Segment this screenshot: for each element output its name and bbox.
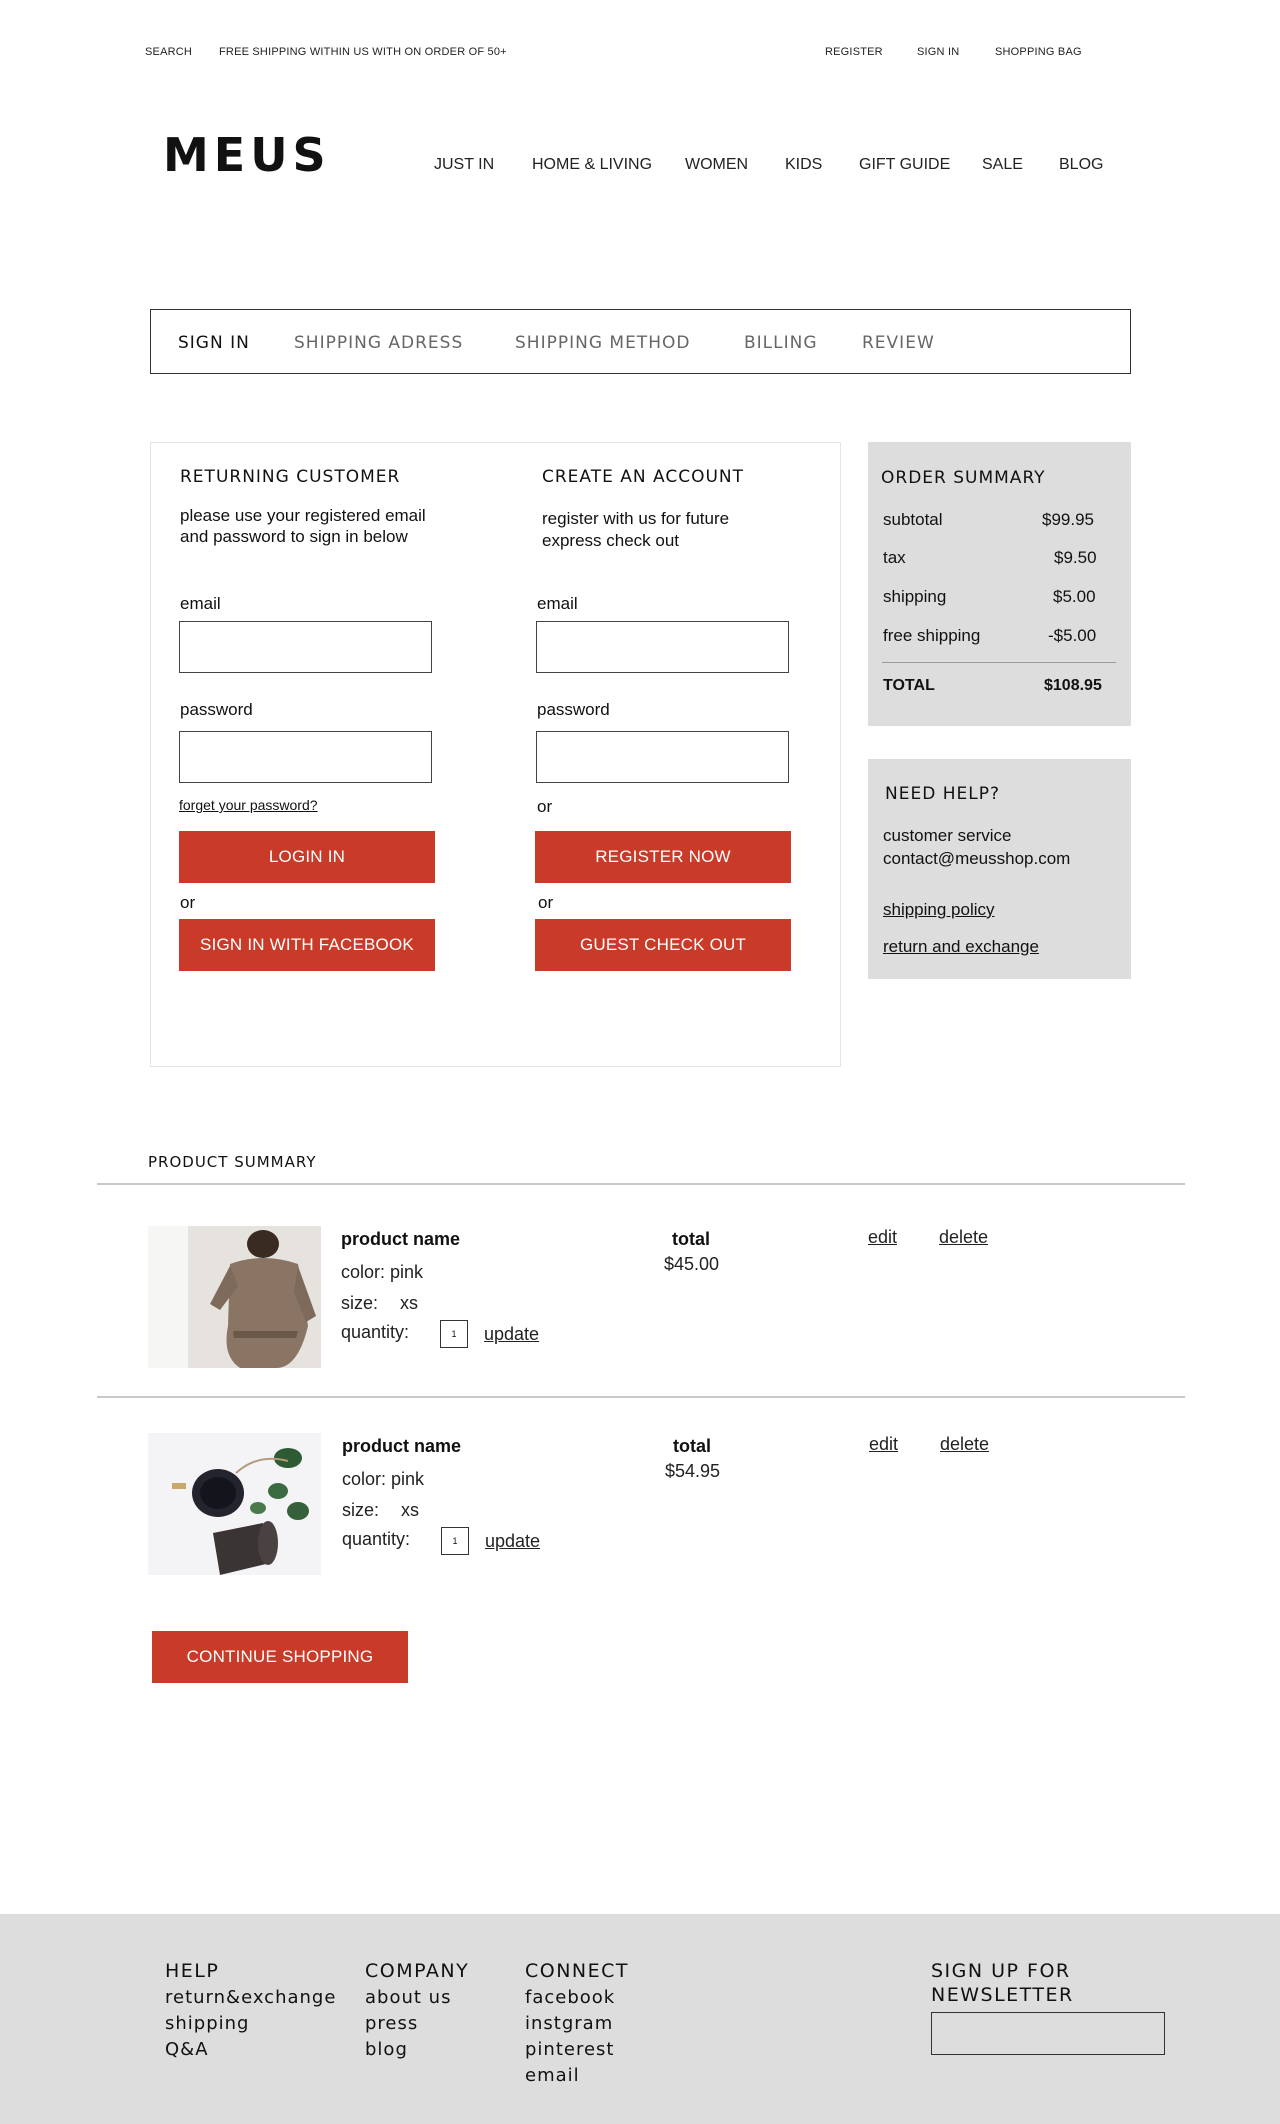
shipping-value: $5.00 — [1053, 587, 1096, 606]
nav-women[interactable]: WOMEN — [685, 156, 749, 173]
product-2-total-label: total — [673, 1436, 711, 1456]
tax-value: $9.50 — [1054, 548, 1097, 567]
free-shipping-label: free shipping — [883, 626, 981, 645]
shipping-policy-link[interactable]: shipping policy — [883, 900, 995, 919]
product-2-edit-link[interactable]: edit — [869, 1434, 899, 1454]
return-exchange-link[interactable]: return and exchange — [883, 937, 1039, 956]
product-divider-top — [97, 1183, 1185, 1185]
product-1-size-label: size: — [341, 1293, 379, 1313]
tab-review[interactable]: REVIEW — [862, 333, 935, 353]
footer-help-heading: HELP — [165, 1960, 220, 1982]
product-2-update-link[interactable]: update — [485, 1531, 541, 1551]
forgot-password-link[interactable]: forget your password? — [179, 797, 318, 813]
footer-link-about-us[interactable]: about us — [365, 1987, 452, 2008]
product-2-delete-link[interactable]: delete — [940, 1434, 990, 1454]
returning-password-input[interactable] — [179, 731, 432, 783]
create-email-input[interactable] — [536, 621, 789, 673]
continue-shopping-button[interactable]: CONTINUE SHOPPING — [152, 1631, 408, 1683]
product-1-color: color: pink — [341, 1262, 424, 1282]
newsletter-heading-line2: NEWSLETTER — [931, 1984, 1074, 2006]
footer-link-blog[interactable]: blog — [365, 2039, 408, 2060]
nav-home-living[interactable]: HOME & LIVING — [532, 156, 653, 173]
product-image-homeware[interactable] — [148, 1433, 321, 1575]
newsletter-email-input[interactable] — [931, 2012, 1165, 2055]
free-shipping-value: -$5.00 — [1048, 626, 1097, 645]
returning-desc-line1: please use your registered email — [180, 506, 426, 525]
product-image-dress[interactable] — [148, 1226, 321, 1368]
footer-link-return-exchange[interactable]: return&exchange — [165, 1987, 337, 2008]
product-1-qty-label: quantity: — [341, 1322, 410, 1342]
newsletter-heading-line1: SIGN UP FOR — [931, 1960, 1071, 1982]
footer-link-pinterest[interactable]: pinterest — [525, 2039, 615, 2060]
product-summary-heading: PRODUCT SUMMARY — [148, 1153, 317, 1171]
total-label: TOTAL — [883, 677, 935, 694]
create-account-heading: CREATE AN ACCOUNT — [542, 467, 745, 487]
product-2-qty-label: quantity: — [342, 1529, 411, 1549]
returning-email-label: email — [180, 594, 221, 613]
create-email-label: email — [537, 594, 578, 613]
create-desc-line2: express check out — [542, 531, 680, 550]
product-2-size-value: xs — [401, 1500, 419, 1520]
product-2-qty-input[interactable]: 1 — [441, 1527, 469, 1555]
shipping-label: shipping — [883, 587, 947, 606]
product-1-total: $45.00 — [664, 1254, 720, 1274]
create-or-text-1: or — [537, 797, 553, 816]
promo-text: FREE SHIPPING WITHIN US WITH ON ORDER OF 50+ — [219, 46, 507, 58]
summary-divider — [882, 662, 1116, 663]
tab-sign-in[interactable]: SIGN IN — [178, 333, 250, 353]
nav-just-in[interactable]: JUST IN — [434, 156, 495, 173]
subtotal-label: subtotal — [883, 510, 943, 529]
footer-link-press[interactable]: press — [365, 2013, 419, 2034]
returning-email-input[interactable] — [179, 621, 432, 673]
product-1-name: product name — [341, 1229, 461, 1249]
facebook-signin-button[interactable]: SIGN IN WITH FACEBOOK — [179, 919, 435, 971]
shopping-bag-link[interactable]: SHOPPING BAG — [995, 46, 1082, 58]
create-or-text-2: or — [538, 893, 554, 912]
tab-shipping-method[interactable]: SHIPPING METHOD — [515, 333, 691, 353]
returning-desc-line2: and password to sign in below — [180, 527, 408, 546]
search-link[interactable]: SEARCH — [145, 46, 193, 58]
product-1-update-link[interactable]: update — [484, 1324, 540, 1344]
footer-company-heading: COMPANY — [365, 1960, 470, 1982]
tax-label: tax — [883, 548, 906, 567]
homeware-photo-icon — [148, 1433, 321, 1575]
nav-sale[interactable]: SALE — [982, 156, 1023, 173]
footer-link-facebook[interactable]: facebook — [525, 1987, 616, 2008]
signin-link[interactable]: SIGN IN — [917, 46, 960, 58]
product-2-color: color: pink — [342, 1469, 425, 1489]
tab-shipping-address[interactable]: SHIPPING ADRESS — [294, 333, 464, 353]
returning-password-label: password — [180, 700, 253, 719]
product-divider-middle — [97, 1396, 1185, 1398]
create-password-input[interactable] — [536, 731, 789, 783]
product-1-delete-link[interactable]: delete — [939, 1227, 989, 1247]
product-1-edit-link[interactable]: edit — [868, 1227, 898, 1247]
footer-link-shipping[interactable]: shipping — [165, 2013, 250, 2034]
nav-gift-guide[interactable]: GIFT GUIDE — [859, 156, 951, 173]
product-2-name: product name — [342, 1436, 462, 1456]
product-2-total: $54.95 — [665, 1461, 721, 1481]
register-now-button[interactable]: REGISTER NOW — [535, 831, 791, 883]
nav-kids[interactable]: KIDS — [785, 156, 823, 173]
create-password-label: password — [537, 700, 610, 719]
register-link[interactable]: REGISTER — [825, 46, 883, 58]
order-summary-heading: ORDER SUMMARY — [881, 468, 1046, 488]
guest-checkout-button[interactable]: GUEST CHECK OUT — [535, 919, 791, 971]
product-1-total-label: total — [672, 1229, 710, 1249]
brand-logo[interactable]: MEUS — [163, 128, 331, 182]
subtotal-value: $99.95 — [1042, 510, 1094, 529]
returning-customer-heading: RETURNING CUSTOMER — [180, 467, 401, 487]
tab-billing[interactable]: BILLING — [744, 333, 818, 353]
product-2-size-label: size: — [342, 1500, 380, 1520]
login-button[interactable]: LOGIN IN — [179, 831, 435, 883]
support-email-link[interactable]: contact@meusshop.com — [883, 849, 1071, 868]
dress-photo-icon — [148, 1226, 321, 1368]
footer-link-instagram[interactable]: instgram — [525, 2013, 614, 2034]
footer-connect-heading: CONNECT — [525, 1960, 630, 1982]
product-1-size-value: xs — [400, 1293, 418, 1313]
footer-link-qa[interactable]: Q&A — [165, 2039, 209, 2060]
create-desc-line1: register with us for future — [542, 509, 730, 528]
nav-blog[interactable]: BLOG — [1059, 156, 1104, 173]
returning-or-text: or — [180, 893, 196, 912]
total-value: $108.95 — [1044, 677, 1102, 694]
customer-service-label: customer service — [883, 826, 1012, 845]
footer-link-email[interactable]: email — [525, 2065, 580, 2086]
need-help-heading: NEED HELP? — [885, 784, 1000, 804]
product-1-qty-input[interactable]: 1 — [440, 1320, 468, 1348]
